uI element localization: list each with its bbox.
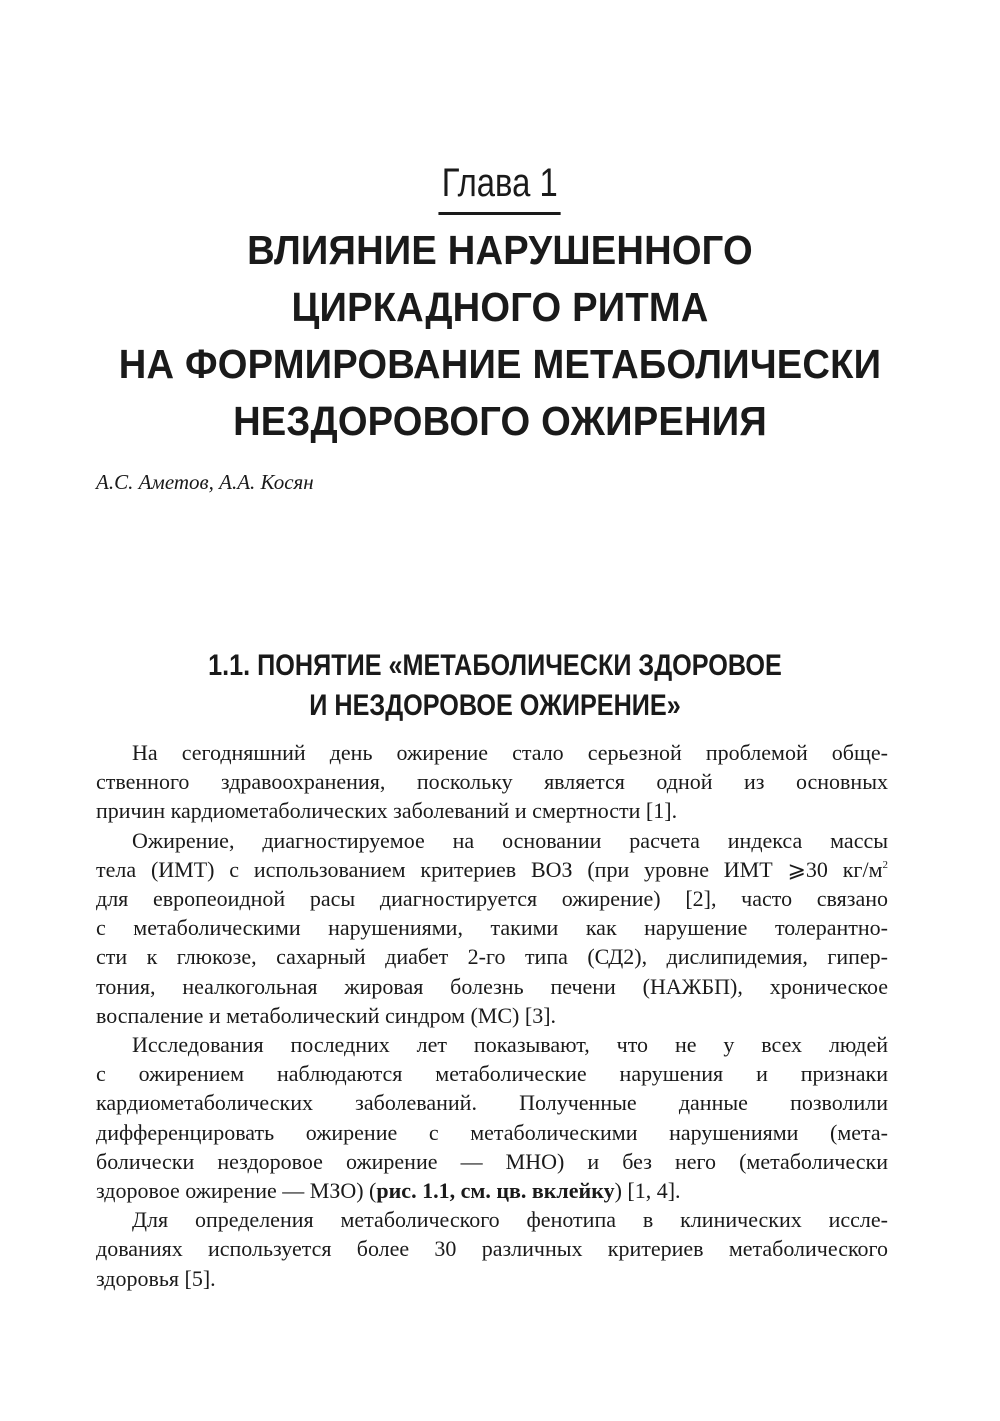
body-text <box>96 738 888 1293</box>
chapter-label <box>0 160 1000 215</box>
section-title-line: И НЕЗДОРОВОЕ ОЖИРЕНИЕ» <box>309 689 681 722</box>
text-line: кардиометаболических заболеваний. Полученные данные позволили <box>96 1090 888 1116</box>
text-line: причин кардиометаболических заболеваний и смертности [1]. <box>96 798 678 824</box>
chapter-title-line: НА ФОРМИРОВАНИЕ МЕТАБОЛИЧЕСКИ <box>118 341 882 387</box>
text-line: сти к глюкозе, сахарный диабет 2-го типа (СД2), дислипидемия, гипер- <box>96 944 888 970</box>
text-line: для европеоидной расы диагностируется ожирение) [2], часто связано <box>96 886 888 912</box>
text-line: Для определения метаболического фенотипа в клинических иссле- <box>132 1207 888 1233</box>
section-title-line: 1.1. ПОНЯТИЕ «МЕТАБОЛИЧЕСКИ ЗДОРОВОЕ <box>208 649 782 682</box>
text-line: дифференцировать ожирение с метаболическими нарушениями (мета- <box>96 1119 888 1145</box>
text-line: Исследования последних лет показывают, что не у всех людей <box>132 1032 888 1058</box>
chapter-title <box>60 222 940 450</box>
text-line: воспаление и метаболический синдром (МС) [3]. <box>96 1002 557 1028</box>
chapter-title-line: ЦИРКАДНОГО РИТМА <box>291 284 709 330</box>
text-line: На сегодняшний день ожирение стало серьезной проблемой обще- <box>132 740 888 765</box>
text-line-part: ) [1, 4]. <box>614 1178 681 1204</box>
text-line: болически нездоровое ожирение — МНО) и без него (метаболически <box>96 1148 888 1174</box>
text-line <box>96 855 888 884</box>
chapter-title-line: НЕЗДОРОВОГО ОЖИРЕНИЯ <box>233 398 767 444</box>
text-line: дованиях используется более 30 различных критериев метаболического <box>96 1236 888 1262</box>
paragraph-1 <box>96 738 888 826</box>
text-line: здоровья [5]. <box>96 1265 216 1291</box>
chapter-number: Глава 1 <box>439 160 562 215</box>
chapter-title-line: ВЛИЯНИЕ НАРУШЕННОГО <box>247 227 753 273</box>
text-line: тония, неалкогольная жировая болезнь печени (НАЖБП), хроническое <box>96 973 888 999</box>
text-line: с ожирением наблюдаются метаболические нарушения и признаки <box>96 1061 888 1087</box>
paragraph-4 <box>96 1205 888 1293</box>
text-line: Ожирение, диагностируемое на основании расчета индекса массы <box>132 827 888 853</box>
paragraph-3 <box>96 1030 888 1205</box>
paragraph-2 <box>96 826 888 1030</box>
text-line <box>96 1176 888 1205</box>
text-line-part: здоровое ожирение — МЗО) ( <box>96 1178 377 1204</box>
text-line-part: тела (ИМТ) с использованием критериев ВОЗ (при уровне ИМТ ⩾30 кг/м <box>96 856 883 882</box>
text-line: ственного здравоохранения, поскольку является одной из основных <box>96 769 888 795</box>
authors: А.С. Аметов, А.А. Косян <box>96 470 314 494</box>
figure-reference: рис. 1.1, см. цв. вклейку <box>376 1178 615 1204</box>
section-title <box>100 646 890 726</box>
text-line: с метаболическими нарушениями, такими как нарушение толерантно- <box>96 915 888 941</box>
superscript: 2 <box>882 858 888 871</box>
